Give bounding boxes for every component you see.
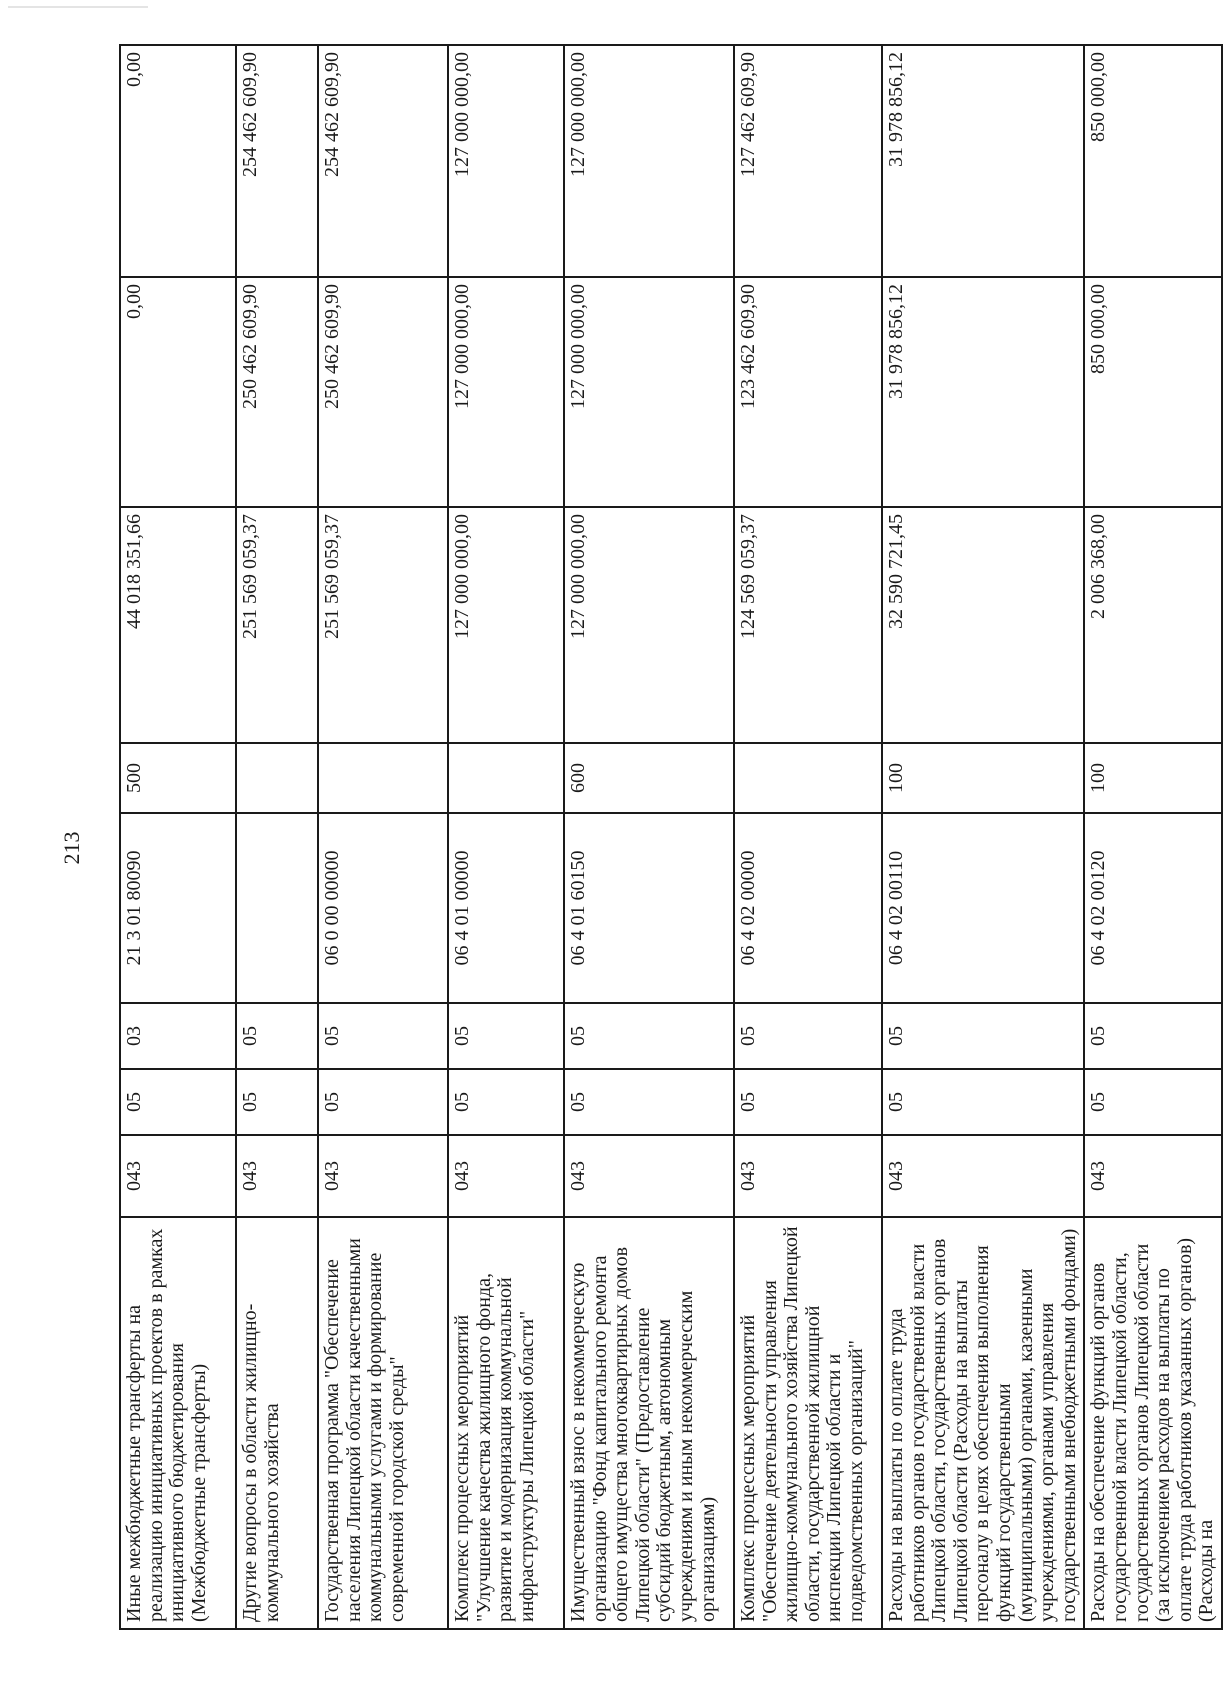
row-name: Иные межбюджетные трансферты на реализацию инициативных проектов в рамках инициативного бюджетирования (Межбюджетные трансферты) (120, 1217, 236, 1629)
section-code: 05 (1084, 1069, 1222, 1135)
expense-type (236, 743, 318, 813)
subsection-code: 05 (236, 1003, 318, 1069)
subsection-code: 05 (882, 1003, 1084, 1069)
amount-year-2: 123 462 609,90 (734, 277, 882, 507)
subsection-code: 05 (1084, 1003, 1222, 1069)
amount-year-1: 251 569 059,37 (236, 507, 318, 743)
expense-type: 100 (1084, 743, 1222, 813)
section-code: 05 (120, 1069, 236, 1135)
subsection-code: 05 (448, 1003, 564, 1069)
amount-year-2: 31 978 856,12 (882, 277, 1084, 507)
section-code: 05 (236, 1069, 318, 1135)
amount-year-2: 250 462 609,90 (318, 277, 448, 507)
target-article: 06 0 00 00000 (318, 813, 448, 1003)
target-article: 06 4 02 00000 (734, 813, 882, 1003)
budget-table-wrapper (119, 46, 1218, 1630)
amount-year-3: 127 000 000,00 (564, 45, 734, 277)
ministry-code: 043 (734, 1135, 882, 1217)
target-article: 06 4 02 00120 (1084, 813, 1222, 1003)
ministry-code: 043 (236, 1135, 318, 1217)
row-name: Расходы на обеспечение функций органов государственной власти Липецкой области, государственных органов Липецкой области (за исключением расходов на выплаты по оплате труда работников указанных органов) (Расходы на (1084, 1217, 1222, 1629)
budget-table (119, 44, 1223, 1630)
target-article: 06 4 01 60150 (564, 813, 734, 1003)
amount-year-1: 44 018 351,66 (120, 507, 236, 743)
amount-year-3: 850 000,00 (1084, 45, 1222, 277)
amount-year-3: 0,00 (120, 45, 236, 277)
page-number: 213 (59, 831, 84, 865)
table-row (120, 45, 236, 1629)
expense-type: 100 (882, 743, 1084, 813)
row-name: Государственная программа "Обеспечение населения Липецкой области качественными коммунальными услугами и формирование современной городской среды" (318, 1217, 448, 1629)
ministry-code: 043 (1084, 1135, 1222, 1217)
ministry-code: 043 (318, 1135, 448, 1217)
target-article: 06 4 02 00110 (882, 813, 1084, 1003)
subsection-code: 05 (564, 1003, 734, 1069)
amount-year-2: 127 000 000,00 (564, 277, 734, 507)
expense-type: 500 (120, 743, 236, 813)
row-name: Имущественный взнос в некоммерческую организацию "Фонд капитального ремонта общего имущества многоквартирных домов Липецкой области" (Предоставление субсидий бюджетным, автономным учреждениям и иным некоммерческим организациям) (564, 1217, 734, 1629)
section-code: 05 (734, 1069, 882, 1135)
amount-year-1: 251 569 059,37 (318, 507, 448, 743)
table-body (120, 45, 1222, 1629)
subsection-code: 05 (734, 1003, 882, 1069)
section-code: 05 (448, 1069, 564, 1135)
ministry-code: 043 (564, 1135, 734, 1217)
row-name: Расходы на выплаты по оплате труда работников органов государственной власти Липецкой области, государственных органов Липецкой области (Расходы на выплаты персоналу в целях обеспечения выполнения функций государственными (муниципальными) органами, казенными учреждениями, органами управления государственными внебюджетными фондами) (882, 1217, 1084, 1629)
ministry-code: 043 (120, 1135, 236, 1217)
subsection-code: 03 (120, 1003, 236, 1069)
expense-type (318, 743, 448, 813)
table-row (882, 45, 1084, 1629)
amount-year-1: 2 006 368,00 (1084, 507, 1222, 743)
target-article: 21 3 01 80090 (120, 813, 236, 1003)
amount-year-3: 127 462 609,90 (734, 45, 882, 277)
table-row (564, 45, 734, 1629)
section-code: 05 (882, 1069, 1084, 1135)
ministry-code: 043 (448, 1135, 564, 1217)
amount-year-3: 254 462 609,90 (318, 45, 448, 277)
ministry-code: 043 (882, 1135, 1084, 1217)
row-name: Другие вопросы в области жилищно-коммунального хозяйства (236, 1217, 318, 1629)
amount-year-3: 31 978 856,12 (882, 45, 1084, 277)
scan-artifact (8, 6, 148, 8)
row-name: Комплекс процессных мероприятий "Улучшение качества жилищного фонда, развитие и модернизация коммунальной инфраструктуры Липецкой области" (448, 1217, 564, 1629)
table-row (448, 45, 564, 1629)
section-code: 05 (318, 1069, 448, 1135)
amount-year-1: 32 590 721,45 (882, 507, 1084, 743)
amount-year-1: 124 569 059,37 (734, 507, 882, 743)
subsection-code: 05 (318, 1003, 448, 1069)
amount-year-2: 127 000 000,00 (448, 277, 564, 507)
table-row (734, 45, 882, 1629)
expense-type (734, 743, 882, 813)
amount-year-1: 127 000 000,00 (448, 507, 564, 743)
target-article (236, 813, 318, 1003)
target-article: 06 4 01 00000 (448, 813, 564, 1003)
amount-year-2: 850 000,00 (1084, 277, 1222, 507)
row-name: Комплекс процессных мероприятий "Обеспечение деятельности управления жилищно-коммунального хозяйства Липецкой области, государственной жилищной инспекции Липецкой области и подведомственных организаций" (734, 1217, 882, 1629)
expense-type (448, 743, 564, 813)
section-code: 05 (564, 1069, 734, 1135)
amount-year-2: 250 462 609,90 (236, 277, 318, 507)
table-row (1084, 45, 1222, 1629)
expense-type: 600 (564, 743, 734, 813)
table-row (318, 45, 448, 1629)
amount-year-1: 127 000 000,00 (564, 507, 734, 743)
amount-year-2: 0,00 (120, 277, 236, 507)
table-row (236, 45, 318, 1629)
amount-year-3: 254 462 609,90 (236, 45, 318, 277)
amount-year-3: 127 000 000,00 (448, 45, 564, 277)
